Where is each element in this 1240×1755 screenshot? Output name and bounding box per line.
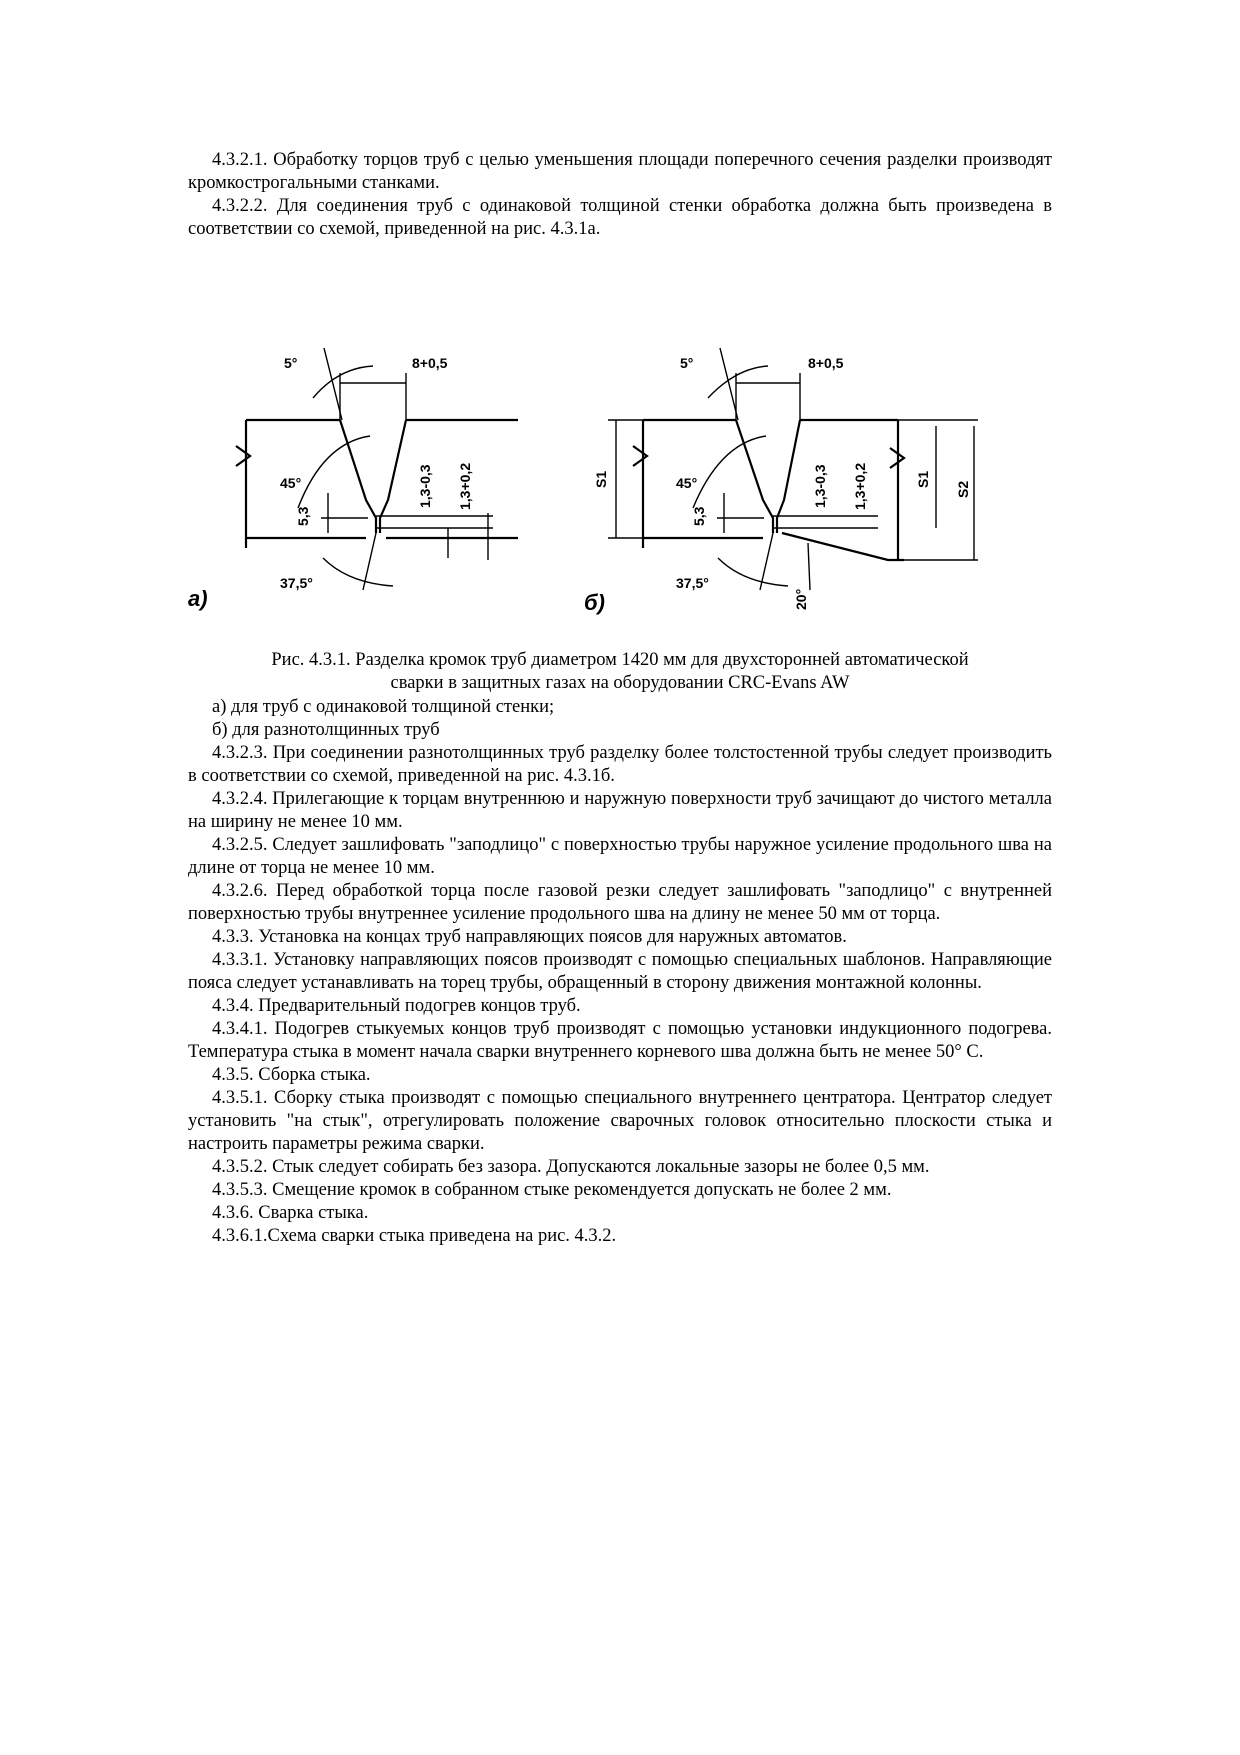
label-angle-45-b: 45° <box>676 475 698 491</box>
paragraph-4-3-5: 4.3.5. Сборка стыка. <box>212 1065 371 1085</box>
label-dim-1-3-plus-a: 1,3+0,2 <box>457 462 473 510</box>
paragraph-4-3-5-1: 4.3.5.1. Сборку стыка производят с помощью специального внутреннего центратора. Центратор следует установить "на стык", отрегулировать положение сварочных головок относительно плоскости стыка и настроить параметры режима сварки. <box>188 1088 1052 1154</box>
paragraph-4-3-2-5: 4.3.2.5. Следует зашлифовать "заподлицо" с поверхностью трубы наружное усиление продольного шва на длине от торца не менее 10 мм. <box>188 835 1052 878</box>
list-item-b: б) для разнотолщинных труб <box>212 720 440 740</box>
text-block-top <box>188 149 1052 241</box>
panel-a-drawing <box>236 348 518 590</box>
pipe-right-inner-b <box>782 533 904 560</box>
caption-line-2: сварки в защитных газах на оборудовании CRC-Evans AW <box>390 673 850 693</box>
paragraph-4-3-3-1: 4.3.3.1. Установку направляющих поясов производят с помощью специальных шаблонов. Направляющие пояса следует устанавливать на торец трубы, обращенный в сторону движения монтажной колонны. <box>188 950 1052 993</box>
caption-line-1: Рис. 4.3.1. Разделка кромок труб диаметром 1420 мм для двухсторонней автоматической <box>271 650 969 670</box>
paragraph-4-3-6: 4.3.6. Сварка стыка. <box>212 1203 369 1223</box>
paragraph-4-3-2-2: 4.3.2.2. Для соединения труб с одинаковой толщиной стенки обработка должна быть произведена в соответствии со схемой, приведенной на рис. 4.3.1а. <box>188 196 1052 239</box>
label-panel-b: б) <box>584 590 605 615</box>
edge-preparation-diagram <box>188 328 1052 628</box>
panel-b-drawing <box>608 348 978 590</box>
label-dim-1-3-minus-a: 1,3-0,3 <box>417 464 433 508</box>
label-angle-45-a: 45° <box>280 475 302 491</box>
label-s2: S2 <box>955 480 971 498</box>
paragraph-4-3-4-1: 4.3.4.1. Подогрев стыкуемых концов труб производят с помощью установки индукционного подогрева. Температура стыка в момент начала сварки внутреннего корневого шва должна быть не менее 50° С. <box>188 1019 1052 1062</box>
label-angle-20: 20° <box>793 588 809 610</box>
label-angle-37-5-b: 37,5° <box>676 575 709 591</box>
label-gap-8-a: 8+0,5 <box>412 355 448 371</box>
label-panel-a: а) <box>188 586 208 611</box>
label-s1-left: S1 <box>593 470 609 488</box>
label-dim-1-3-plus-b: 1,3+0,2 <box>852 462 868 510</box>
paragraph-4-3-6-1: 4.3.6.1.Схема сварки стыка приведена на рис. 4.3.2. <box>212 1226 617 1246</box>
text-block-bottom <box>188 696 1052 1248</box>
paragraph-4-3-4: 4.3.4. Предварительный подогрев концов труб. <box>212 996 581 1016</box>
bevel-left-a <box>340 420 376 533</box>
bevel-left-b <box>736 420 773 533</box>
figure-caption <box>188 649 1052 695</box>
paragraph-4-3-2-4: 4.3.2.4. Прилегающие к торцам внутреннюю и наружную поверхности труб зачищают до чистого металла на ширину не менее 10 мм. <box>188 789 1052 832</box>
panel-a-labels <box>188 355 473 611</box>
label-angle-37-5-a: 37,5° <box>280 575 313 591</box>
paragraph-4-3-2-6: 4.3.2.6. Перед обработкой торца после газовой резки следует зашлифовать "заподлицо" с внутренней поверхностью трубы внутреннее усиление продольного шва на длину не менее 50 мм от торца. <box>188 881 1052 924</box>
paragraph-4-3-5-3: 4.3.5.3. Смещение кромок в собранном стыке рекомендуется допускать не более 2 мм. <box>212 1180 892 1200</box>
label-angle-5-a: 5° <box>284 355 298 371</box>
label-gap-8-b: 8+0,5 <box>808 355 844 371</box>
paragraph-4-3-2-1: 4.3.2.1. Обработку торцов труб с целью уменьшения площади поперечного сечения разделки производят кромкострогальными станками. <box>188 150 1052 193</box>
label-s1-right: S1 <box>915 470 931 488</box>
paragraph-4-3-3: 4.3.3. Установка на концах труб направляющих поясов для наружных автоматов. <box>212 927 847 947</box>
label-angle-5-b: 5° <box>680 355 694 371</box>
paragraph-4-3-2-3: 4.3.2.3. При соединении разнотолщинных труб разделку более толстостенной трубы следует производить в соответствии со схемой, приведенной на рис. 4.3.1б. <box>188 743 1052 786</box>
list-item-a: а) для труб с одинаковой толщиной стенки; <box>212 697 555 717</box>
figure-4-3-1 <box>188 328 1052 628</box>
label-dim-1-3-minus-b: 1,3-0,3 <box>812 464 828 508</box>
label-dim-5-3-a: 5,3 <box>295 506 311 526</box>
label-dim-5-3-b: 5,3 <box>691 506 707 526</box>
paragraph-4-3-5-2: 4.3.5.2. Стык следует собирать без зазора. Допускаются локальные зазоры не более 0,5 мм. <box>212 1157 930 1177</box>
